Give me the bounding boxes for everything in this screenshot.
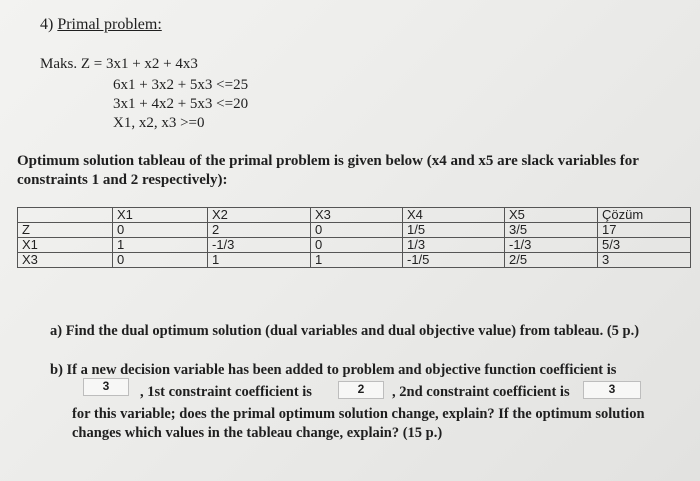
table-cell: 1/3	[403, 238, 505, 253]
objective-coefficient-box: 3	[83, 378, 129, 396]
table-cell: 0	[311, 223, 403, 238]
table-cell: 1	[113, 238, 208, 253]
constraint-1: 6x1 + 3x2 + 5x3 <=25	[113, 77, 249, 93]
question-b-line-3: for this variable; does the primal optimum solution change, explain? If the optimum solution	[72, 406, 645, 422]
table-cell: X3	[18, 253, 113, 268]
question-b-line-4: changes which values in the tableau change, explain? (15 p.)	[72, 425, 443, 441]
question-a: a) Find the dual optimum solution (dual variables and dual objective value) from tableau. (5 p.)	[50, 323, 640, 339]
table-cell: -1/3	[208, 238, 311, 253]
table-cell: Z	[18, 223, 113, 238]
intro-line-2: constraints 1 and 2 respectively):	[17, 172, 228, 188]
question-b-text-2: , 2nd constraint coefficient is	[392, 384, 570, 400]
table-cell: 2	[208, 223, 311, 238]
nonnegativity-constraint: X1, x2, x3 >=0	[113, 115, 205, 131]
table-cell: 1	[208, 253, 311, 268]
constraint-2: 3x1 + 4x2 + 5x3 <=20	[113, 96, 249, 112]
question-b-text-1: , 1st constraint coefficient is	[140, 384, 312, 400]
table-cell: 17	[598, 223, 691, 238]
problem-title	[40, 16, 162, 34]
table-cell: 0	[113, 223, 208, 238]
table-row	[18, 253, 691, 268]
table-cell: 1	[311, 253, 403, 268]
header-cell: X4	[403, 208, 505, 223]
problem-heading: Primal problem:	[57, 16, 162, 33]
constraint1-coefficient-box: 2	[338, 381, 384, 399]
intro-paragraph	[17, 152, 639, 190]
table-cell: 2/5	[505, 253, 598, 268]
simplex-tableau	[17, 207, 691, 268]
header-cell: X5	[505, 208, 598, 223]
table-cell: -1/3	[505, 238, 598, 253]
header-cell	[18, 208, 113, 223]
table-row	[18, 238, 691, 253]
table-cell: 0	[311, 238, 403, 253]
header-cell: X1	[113, 208, 208, 223]
header-cell: X3	[311, 208, 403, 223]
table-cell: 3/5	[505, 223, 598, 238]
header-cell: Çözüm	[598, 208, 691, 223]
table-cell: 3	[598, 253, 691, 268]
table-cell: 0	[113, 253, 208, 268]
constraint2-coefficient-box: 3	[583, 381, 641, 399]
intro-line-1: Optimum solution tableau of the primal problem is given below (x4 and x5 are slack variables for	[17, 153, 639, 169]
question-b-line-1: b) If a new decision variable has been added to problem and objective function coefficient is	[50, 362, 617, 378]
table-row	[18, 223, 691, 238]
tableau-header-row	[18, 208, 691, 223]
objective-function: Maks. Z = 3x1 + x2 + 4x3	[40, 56, 198, 72]
table-cell: -1/5	[403, 253, 505, 268]
table-cell: 1/5	[403, 223, 505, 238]
table-cell: 5/3	[598, 238, 691, 253]
table-cell: X1	[18, 238, 113, 253]
problem-number: 4)	[40, 16, 54, 33]
header-cell: X2	[208, 208, 311, 223]
